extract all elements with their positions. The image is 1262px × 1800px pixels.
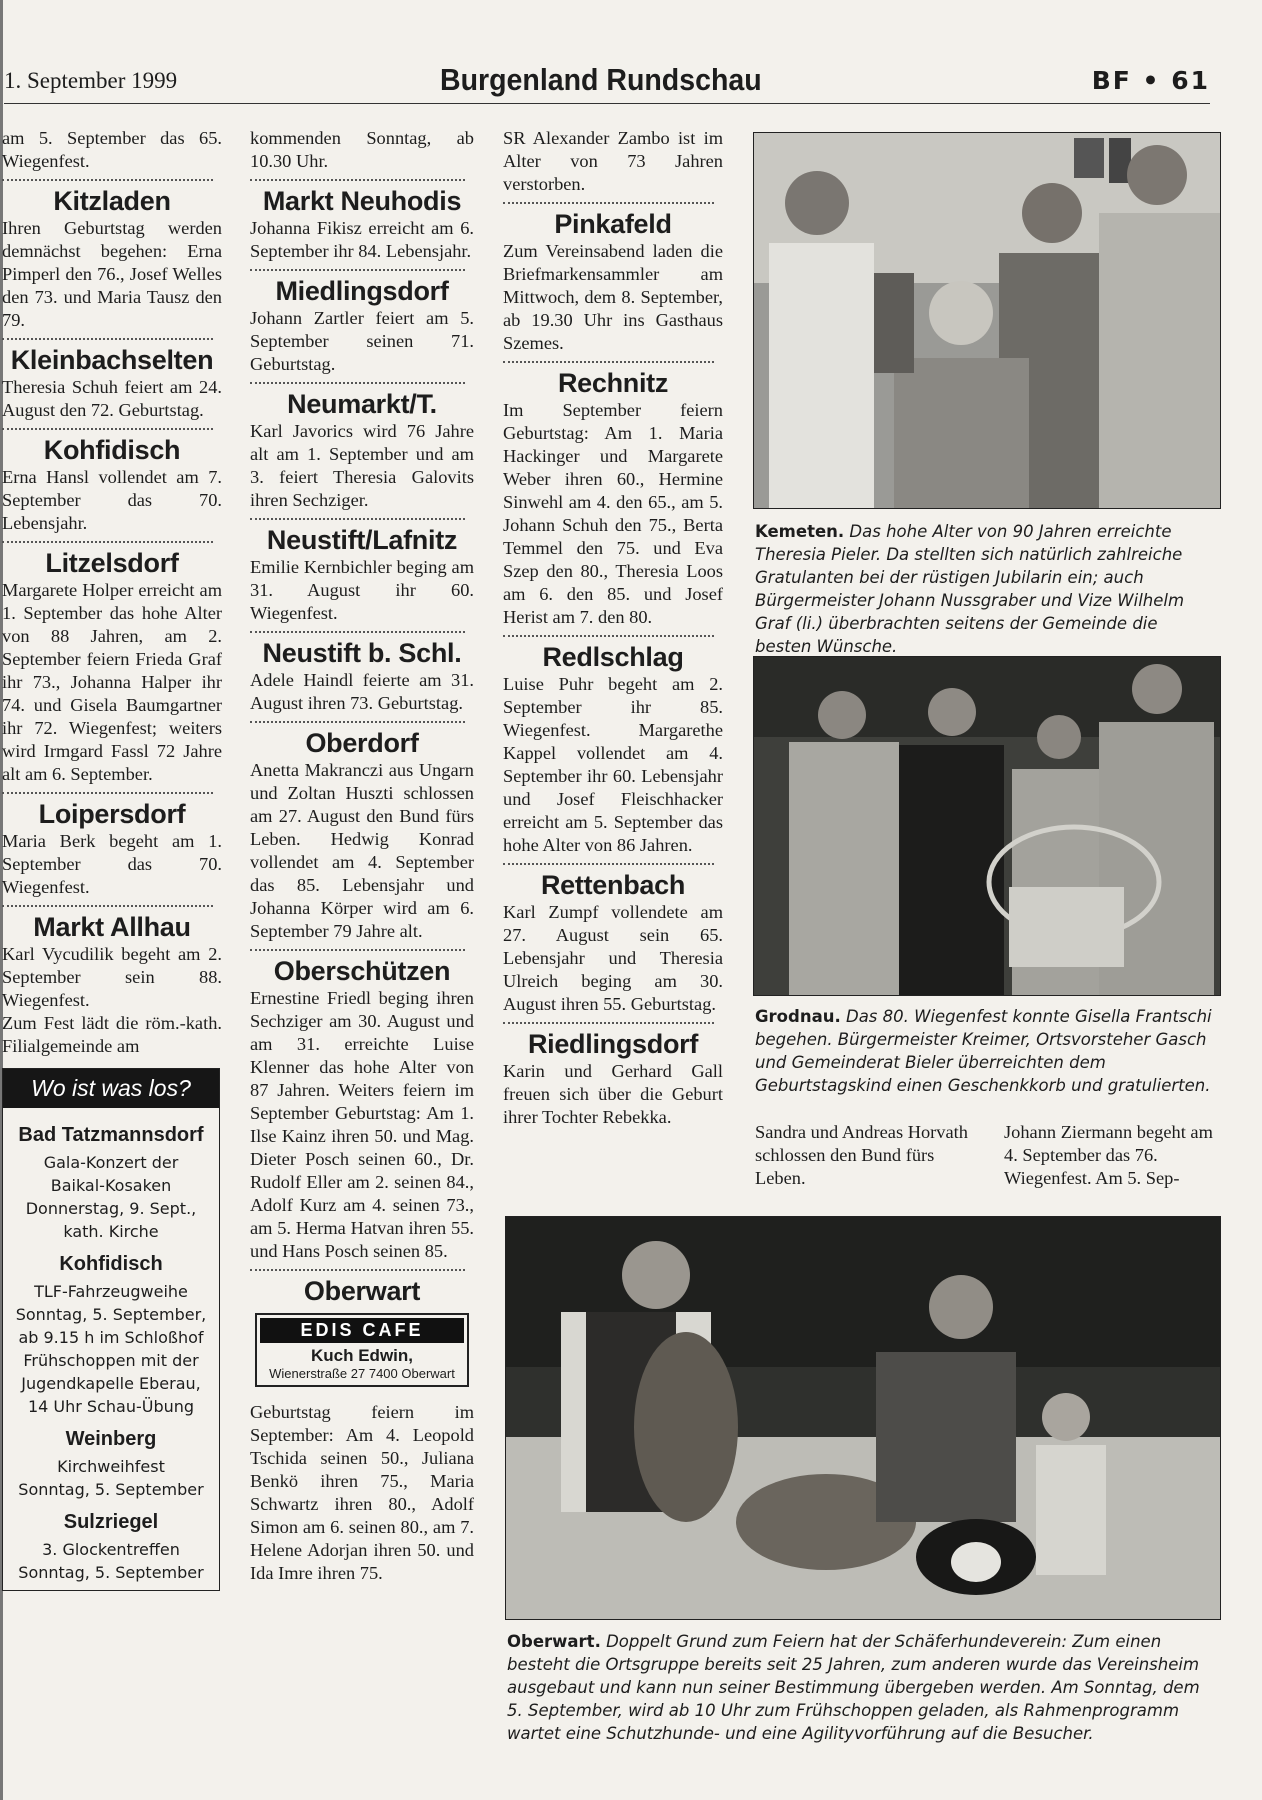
section-text: Margarete Holper erreicht am 1. September das hohe Alter von 88 Jahren, am 2. September feiern Frieda Graf ihr 73., Johanna Halper ihr 74. und Gisela Baumgartner ihr 72. Wiegenfest; weiters wird Irmgard Fassl 72 Jahre alt am 6. September. (2, 580, 222, 784)
dotted-divider (250, 382, 465, 384)
dotted-divider (250, 1269, 465, 1271)
dotted-divider (250, 179, 465, 181)
event-line: Sonntag, 5. September, (15, 1305, 207, 1324)
photo-oberwart-image (506, 1217, 1220, 1619)
section-text: Johann Zartler feiert am 5. September seinen 71. Geburtstag. (250, 308, 474, 374)
event-line: 3. Glockentreffen (42, 1540, 180, 1559)
event-line: TLF-Fahrzeugweihe (34, 1282, 188, 1301)
section-text-continued: Zum Fest lädt die röm.-kath. Filialgemeinde am (2, 1013, 222, 1056)
events-box (2, 1068, 220, 1591)
event-line: Gala-Konzert der (43, 1153, 179, 1172)
section-title: Markt Neuhodis (262, 186, 462, 216)
section-text: Karl Vycudilik begeht am 2. September sein 88. Wiegenfest. (2, 944, 222, 1010)
column-3-intro: SR Alexander Zambo ist im Alter von 73 Jahren verstorben. (503, 128, 723, 194)
events-list (3, 1108, 219, 1590)
event-line: Kirchweihfest (57, 1457, 165, 1476)
dotted-divider (2, 179, 213, 181)
event-line: Frühschoppen mit der (23, 1351, 199, 1370)
section-title: Pinkafeld (554, 209, 672, 239)
dotted-divider (503, 202, 714, 204)
column-2 (250, 127, 474, 1585)
header-page-number: BF • 61 (1091, 66, 1210, 95)
section-text: Adele Haindl feierte am 31. August ihren 73. Geburtstag. (250, 670, 474, 713)
event-line: Sonntag, 5. September (18, 1480, 204, 1499)
section-title: Neustift b. Schl. (262, 638, 462, 668)
section-text: Geburtstag feiern im September: Am 4. Leopold Tschida seinen 50., Juliana Benkö ihren 75., Maria Schwartz ihren 80., Adolf Simon am 6. seinen 80., am 7. Helene Adorjan ihren 50. und Ida Imre ihren 75. (250, 1402, 474, 1583)
event-line: ab 9.15 h im Schloßhof (18, 1328, 204, 1347)
photo-grodnau-image (754, 657, 1220, 995)
photo-kemeten (753, 132, 1221, 509)
section-text: Karl Zumpf vollendete am 27. August sein 65. Lebensjahr und Theresia Ulreich beging am 30. August ihren 55. Geburtstag. (503, 902, 723, 1014)
event-line: kath. Kirche (63, 1222, 159, 1241)
dotted-divider (250, 721, 465, 723)
section-title: Oberdorf (305, 728, 419, 758)
photo-grodnau (753, 656, 1221, 996)
section-title: Redlschlag (542, 642, 684, 672)
dotted-divider (250, 949, 465, 951)
section-text: Ihren Geburtstag werden demnächst begehen: Erna Pimperl den 76., Josef Welles den 73. und Maria Tausz den 79. (2, 218, 222, 330)
photo-kemeten-image (754, 133, 1220, 508)
section-text: Johanna Fikisz erreicht am 6. September ihr 84. Lebensjahr. (250, 218, 474, 261)
section-text: Maria Berk begeht am 1. September das 70. Wiegenfest. (2, 831, 222, 897)
event-place: Bad Tatzmannsdorf (18, 1124, 204, 1146)
section-title: Litzelsdorf (45, 548, 179, 578)
section-title: Neustift/Lafnitz (266, 525, 458, 555)
section-title: Loipersdorf (38, 799, 186, 829)
event-line: 14 Uhr Schau-Übung (27, 1397, 195, 1416)
dotted-divider (250, 518, 465, 520)
section-text: Theresia Schuh feiert am 24. August den 72. Geburtstag. (2, 377, 222, 420)
section-title: Markt Allhau (33, 912, 191, 942)
caption-place: Grodnau. (755, 1007, 841, 1026)
dotted-divider (2, 792, 213, 794)
section-text: Anetta Makranczi aus Ungarn und Zoltan Huszti schlossen am 27. August den Bund fürs Leben. Hedwig Konrad vollendet am 4. September das 85. Lebensjahr und Johanna Körper wird am 6. September 79 Jahre alt. (250, 760, 474, 941)
ad-address: Wienerstraße 27 7400 Oberwart (269, 1366, 455, 1381)
section-title: Rechnitz (557, 368, 669, 398)
text-ziermann: Johann Ziermann begeht am 4. September das 76. Wiegenfest. Am 5. Sep- (1004, 1122, 1213, 1188)
column-1-intro: am 5. September das 65. Wiegenfest. (2, 128, 222, 171)
section-title: Miedlingsdorf (275, 276, 449, 306)
caption-text: Das hohe Alter von 90 Jahren erreichte Theresia Pieler. Da stellten sich natürlich zahlreiche Gratulanten bei der rüstigen Jubilarin ein; auch Bürgermeister Johann Nussgraber und Vize Wilhelm Graf (li.) überbrachten seitens der Gemeinde die besten Wünsche. (755, 522, 1185, 656)
section-title: Riedlingsdorf (527, 1029, 699, 1059)
event-line: Baikal-Kosaken (50, 1176, 172, 1195)
column-1 (2, 127, 222, 1591)
event-line: Jugendkapelle Eberau, (21, 1374, 201, 1393)
caption-place: Oberwart. (507, 1632, 601, 1651)
section-title: Kleinbachselten (10, 345, 214, 375)
header-title: Burgenland Rundschau (440, 62, 762, 97)
section-title: Kohfidisch (43, 435, 181, 465)
header-rule (4, 103, 1210, 104)
event-place: Sulzriegel (63, 1511, 159, 1533)
ad-owner: Kuch Edwin, (311, 1346, 413, 1365)
caption-kemeten (755, 520, 1217, 658)
section-text: Luise Puhr begeht am 2. September ihr 85. Wiegenfest. Margarethe Kappel vollendet am 4. September ihr 60. Lebensjahr und Josef Fleischhacker erreicht am 5. September das hohe Alter von 86 Jahren. (503, 674, 723, 855)
text-horvath: Sandra und Andreas Horvath schlossen den Bund fürs Leben. (755, 1122, 968, 1188)
caption-place: Kemeten. (755, 522, 845, 541)
ad-cafe-name: EDIS CAFE (260, 1318, 464, 1343)
section-text: Emilie Kernbichler beging am 31. August ihr 60. Wiegenfest. (250, 557, 474, 623)
dotted-divider (2, 905, 213, 907)
section-text: Im September feiern Geburtstag: Am 1. Maria Hackinger und Margarete Weber ihren 60., Hermine Sinwehl am 4. den 65., am 5. Johann Schuh den 75., Berta Temmel den 75. und Eva Szep den 80., Theresia Loos am 6. den 85. und Josef Herist am 7. den 80. (503, 400, 723, 627)
caption-grodnau (755, 1005, 1217, 1097)
column-3 (503, 127, 723, 1129)
section-title: Oberwart (303, 1276, 421, 1306)
section-title: Rettenbach (540, 870, 686, 900)
caption-text: Doppelt Grund zum Feiern hat der Schäferhundeverein: Zum einen besteht die Ortsgruppe bereits seit 25 Jahren, zum anderen wurde das Vereinsheim ausgebaut und kann nun seiner Bestimmung übergeben werden. Am Sonntag, dem 5. September, wird ab 10 Uhr zum Frühschoppen geladen, als Rahmenprogramm wartet eine Schutzhunde- und eine Agilityvorführung auf die Besucher. (507, 1632, 1200, 1743)
dotted-divider (2, 428, 213, 430)
section-title: Kitzladen (53, 186, 171, 216)
event-place: Weinberg (65, 1428, 157, 1450)
dotted-divider (503, 361, 714, 363)
section-text: Zum Vereinsabend laden die Briefmarkensammler am Mittwoch, dem 8. September, ab 19.30 Uhr ins Gasthaus Szemes. (503, 241, 723, 353)
section-text: Karin und Gerhard Gall freuen sich über die Geburt ihrer Tochter Rebekka. (503, 1061, 723, 1127)
event-line: Donnerstag, 9. Sept., (25, 1199, 197, 1218)
cafe-advertisement (255, 1313, 469, 1387)
event-place: Kohfidisch (59, 1253, 163, 1275)
caption-text: Das 80. Wiegenfest konnte Gisella Frantschi begehen. Bürgermeister Kreimer, Ortsvorsteher Gasch und Gemeinderat Bieler überreichten dem Geburtstagskind einen Geschenkkorb und gratulierten. (755, 1007, 1212, 1095)
section-title: Neumarkt/T. (287, 389, 437, 419)
dotted-divider (2, 541, 213, 543)
section-text: Karl Javorics wird 76 Jahre alt am 1. September und am 3. feiert Theresia Galovits ihren Sechziger. (250, 421, 474, 510)
caption-oberwart (507, 1630, 1219, 1745)
dotted-divider (503, 635, 714, 637)
dotted-divider (503, 1022, 714, 1024)
section-title: Oberschützen (273, 956, 451, 986)
event-line: Sonntag, 5. September (18, 1563, 204, 1582)
dotted-divider (250, 631, 465, 633)
dotted-divider (250, 269, 465, 271)
section-text: Erna Hansl vollendet am 7. September das 70. Lebensjahr. (2, 467, 222, 533)
dotted-divider (2, 338, 213, 340)
header-date: 1. September 1999 (4, 68, 178, 93)
column-2-intro: kommenden Sonntag, ab 10.30 Uhr. (250, 128, 474, 171)
photo-oberwart (505, 1216, 1221, 1620)
section-text: Ernestine Friedl beging ihren Sechziger am 30. August und am 31. erreichte Luise Klenner das hohe Alter von 87 Jahren. Weiters feiern im September Geburtstag: Am 1. Ilse Kainz ihren 50. und Mag. Dieter Posch seinen 60., Dr. Rudolf Eller am 2. seinen 84., Adolf Kurz am 4. seinen 73., am 5. Herma Hatvan ihren 55. und Hans Posch seinen 85. (250, 988, 474, 1261)
events-heading: Wo ist was los? (3, 1069, 219, 1108)
dotted-divider (503, 863, 714, 865)
